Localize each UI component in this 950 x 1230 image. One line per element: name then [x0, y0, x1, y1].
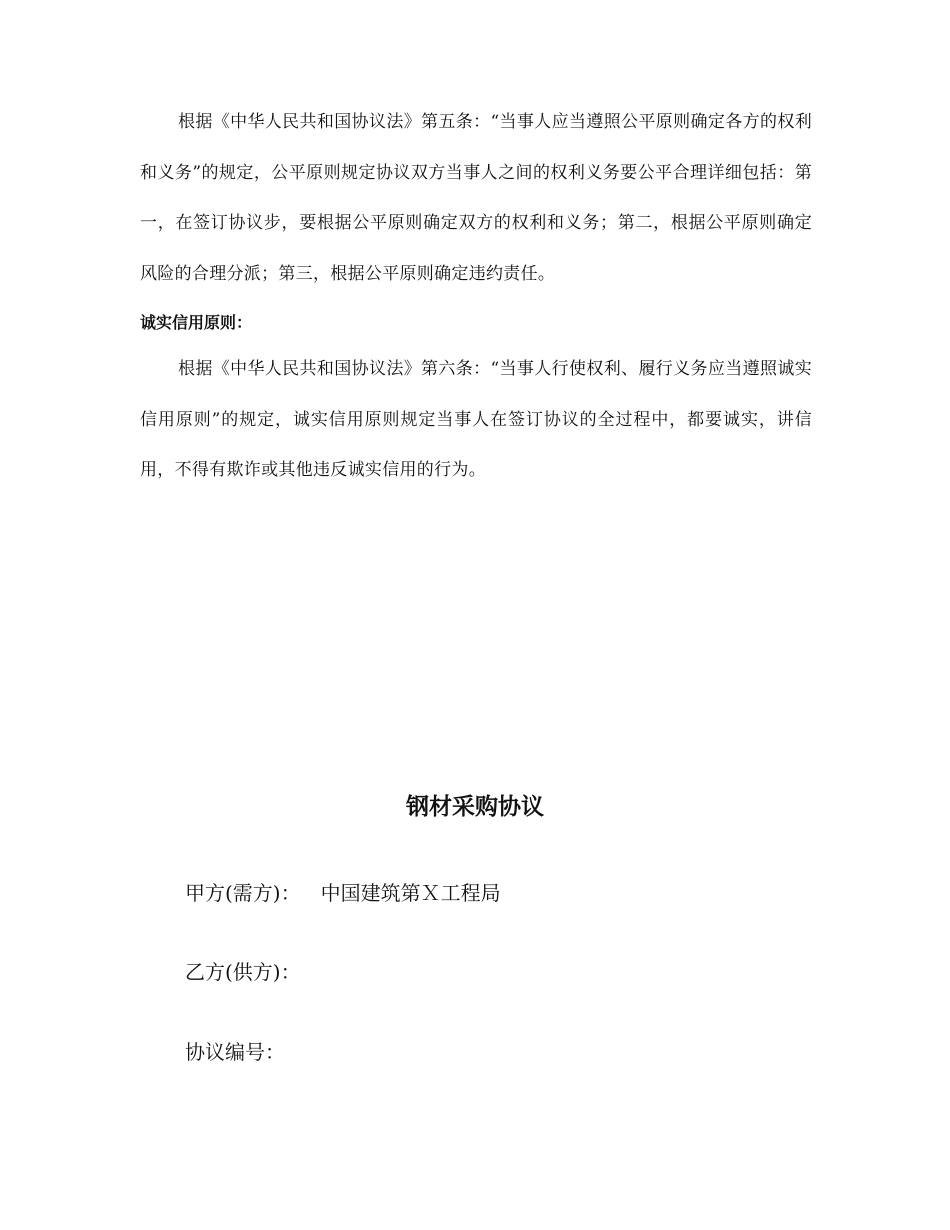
party-b-label: 乙方(供方)：: [185, 960, 301, 984]
fairness-paragraph: 根据《中华人民共和国协议法》第五条：“当事人应当遵照公平原则确定各方的权利和义务”的规定，公平原则规定协议双方当事人之间的权利义务要公平合理详细包括：第一，在签订协议步，要根据公平原则确定双方的权利和义务；第二，根据公平原则确定风险的合理分派；第三，根据公平原则确定违约责任。: [140, 112, 812, 284]
contract-number-label: 协议编号：: [185, 1040, 285, 1064]
good-faith-heading: 诚实信用原则：: [140, 313, 253, 332]
party-a-value: 中国建筑第Ｘ工程局: [320, 881, 501, 905]
party-a-label: 甲方(需方)：: [185, 881, 301, 905]
party-a-field: [185, 879, 501, 907]
contract-number-field: [185, 1038, 285, 1066]
good-faith-paragraph: 根据《中华人民共和国协议法》第六条：“当事人行使权利、履行义务应当遵照诚实信用原则”的规定，诚实信用原则规定当事人在签订协议的全过程中，都要诚实，讲信用，不得有欺诈或其他违反诚实信用的行为。: [140, 359, 812, 480]
contract-title: 钢材采购协议: [406, 794, 544, 820]
party-b-field: [185, 958, 301, 986]
